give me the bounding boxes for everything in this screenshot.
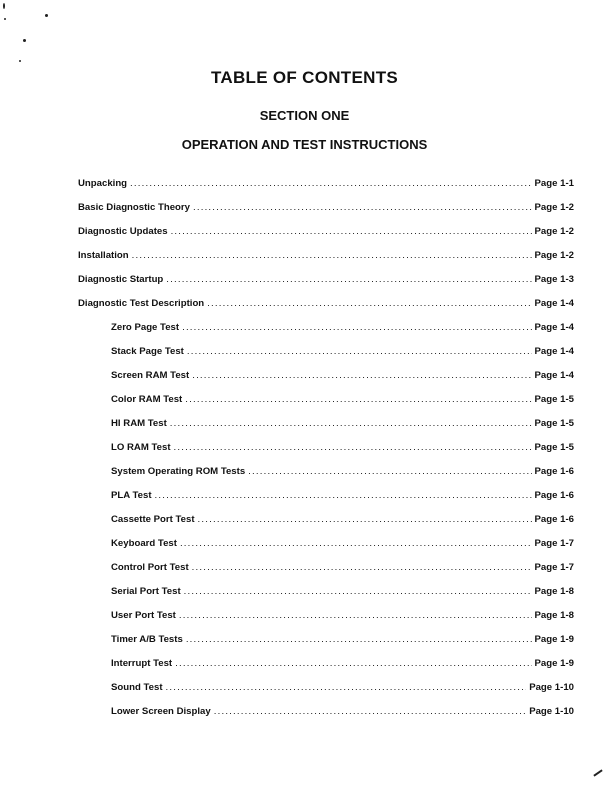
dot-leader	[214, 706, 526, 717]
toc-entry	[78, 370, 574, 394]
toc-entry	[78, 226, 574, 250]
dot-leader	[184, 586, 532, 597]
toc-entry-label: System Operating ROM Tests	[111, 466, 246, 477]
toc-entry-page: Page 1-2	[534, 202, 574, 213]
toc-entry	[78, 346, 574, 370]
toc-entry	[78, 322, 574, 346]
dot-leader	[187, 346, 532, 357]
dot-leader	[192, 562, 532, 573]
toc-entry	[78, 586, 574, 610]
dot-leader	[155, 490, 532, 501]
toc-entry-label: Diagnostic Startup	[78, 274, 164, 285]
dot-leader	[198, 514, 532, 525]
toc-entry	[78, 490, 574, 514]
dot-leader	[185, 394, 531, 405]
dot-leader	[166, 682, 527, 693]
scan-speck	[45, 14, 48, 17]
dot-leader	[170, 418, 532, 429]
toc-entry-label: Timer A/B Tests	[111, 634, 183, 645]
toc-entry-label: Sound Test	[111, 682, 163, 693]
toc-entry-label: LO RAM Test	[111, 442, 171, 453]
section-subtitle: OPERATION AND TEST INSTRUCTIONS	[181, 137, 428, 152]
toc-entry-page: Page 1-10	[529, 706, 574, 717]
toc-entry-page: Page 1-4	[534, 346, 574, 357]
dot-leader	[175, 658, 531, 669]
toc-entry-label: Basic Diagnostic Theory	[78, 202, 190, 213]
section-heading: SECTION ONE	[259, 108, 350, 123]
toc-entry-label: Diagnostic Updates	[78, 226, 168, 237]
toc-entry	[78, 442, 574, 466]
dot-leader	[180, 538, 532, 549]
toc-entry-label: Lower Screen Display	[111, 706, 211, 717]
toc-entry	[78, 298, 574, 322]
toc-entry	[78, 538, 574, 562]
dot-leader	[193, 202, 532, 213]
dot-leader	[207, 298, 531, 309]
toc-entry-page: Page 1-2	[534, 226, 574, 237]
toc-entry-label: Keyboard Test	[111, 538, 177, 549]
dot-leader	[248, 466, 531, 477]
toc-entry	[78, 682, 574, 706]
scan-speck	[3, 3, 5, 9]
toc-entry-label: Cassette Port Test	[111, 514, 195, 525]
toc-entry-page: Page 1-9	[534, 658, 574, 669]
toc-entry-page: Page 1-7	[534, 538, 574, 549]
toc-entry-label: Diagnostic Test Description	[78, 298, 205, 309]
toc-entry-label: Installation	[78, 250, 129, 261]
toc-entry-page: Page 1-8	[534, 586, 574, 597]
toc-entry	[78, 394, 574, 418]
toc-entry-label: User Port Test	[111, 610, 176, 621]
scan-speck	[19, 60, 21, 62]
toc-entry-page: Page 1-5	[534, 418, 574, 429]
toc-entry-page: Page 1-10	[529, 682, 574, 693]
toc-entry-label: Interrupt Test	[111, 658, 173, 669]
toc-entry-label: PLA Test	[111, 490, 152, 501]
scan-speck	[23, 39, 26, 42]
toc-entry-page: Page 1-4	[534, 370, 574, 381]
dot-leader	[132, 250, 532, 261]
toc-entry-label: Zero Page Test	[111, 322, 180, 333]
toc-entry-page: Page 1-7	[534, 562, 574, 573]
toc-entry	[78, 466, 574, 490]
toc-entry	[78, 250, 574, 274]
toc-entry-label: Color RAM Test	[111, 394, 183, 405]
toc-entry-page: Page 1-6	[534, 514, 574, 525]
dot-leader	[171, 226, 532, 237]
toc-entry-page: Page 1-4	[534, 322, 574, 333]
toc-entry-label: Unpacking	[78, 178, 128, 189]
toc-entry-page: Page 1-9	[534, 634, 574, 645]
toc-entry	[78, 418, 574, 442]
toc-entry-label: HI RAM Test	[111, 418, 167, 429]
page-title: TABLE OF CONTENTS	[210, 68, 399, 87]
toc-entry-label: Screen RAM Test	[111, 370, 190, 381]
dot-leader	[174, 442, 532, 453]
dot-leader	[182, 322, 531, 333]
toc-entry-page: Page 1-5	[534, 394, 574, 405]
table-of-contents	[78, 178, 574, 730]
toc-entry	[78, 610, 574, 634]
toc-entry-page: Page 1-8	[534, 610, 574, 621]
dot-leader	[166, 274, 531, 285]
toc-entry-label: Serial Port Test	[111, 586, 181, 597]
toc-entry-page: Page 1-1	[534, 178, 574, 189]
toc-entry	[78, 706, 574, 730]
toc-entry-page: Page 1-3	[534, 274, 574, 285]
toc-entry	[78, 514, 574, 538]
toc-entry	[78, 274, 574, 298]
toc-entry-page: Page 1-5	[534, 442, 574, 453]
dot-leader	[179, 610, 532, 621]
toc-entry	[78, 658, 574, 682]
toc-entry	[78, 178, 574, 202]
scan-speck	[4, 18, 6, 20]
toc-entry	[78, 634, 574, 658]
dot-leader	[186, 634, 532, 645]
toc-entry-label: Control Port Test	[111, 562, 189, 573]
toc-entry-page: Page 1-2	[534, 250, 574, 261]
toc-entry-page: Page 1-6	[534, 490, 574, 501]
toc-entry-label: Stack Page Test	[111, 346, 184, 357]
toc-entry-page: Page 1-4	[534, 298, 574, 309]
scan-mark	[593, 769, 602, 776]
toc-entry-page: Page 1-6	[534, 466, 574, 477]
dot-leader	[130, 178, 531, 189]
toc-entry	[78, 562, 574, 586]
toc-entry	[78, 202, 574, 226]
dot-leader	[192, 370, 531, 381]
